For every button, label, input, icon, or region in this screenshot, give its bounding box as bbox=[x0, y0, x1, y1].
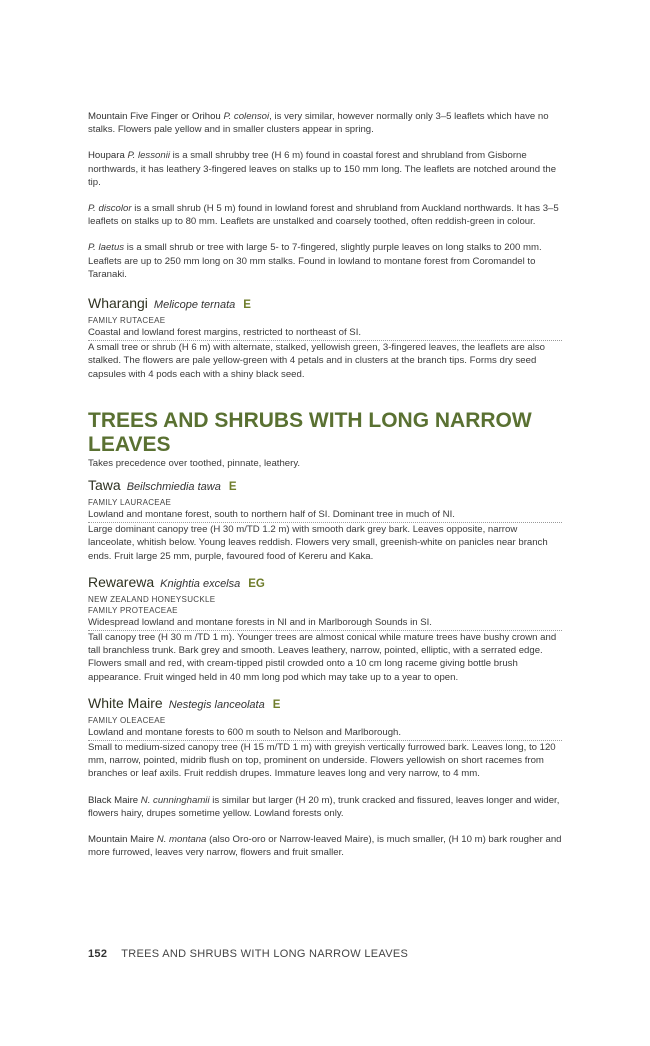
species-family: FAMILY OLEACEAE bbox=[88, 715, 166, 725]
paragraph-mountain-maire: Mountain Maire N. montana (also Oro-oro or Narrow-leaved Maire), is much smaller, (H 10 m) bark rougher and more furrowed, leaves very narrow, flowers and fruit smaller. bbox=[88, 834, 562, 859]
species-description: Tall canopy tree (H 30 m /TD 1 m). Younger trees are almost conical while mature trees have bushy crown and tall branchless trunk. Bark grey and smooth. Leaves leathery, narrow, pointed, elliptic, with a serrated edge. Flowers small and red, with cream-tipped pistil crowded onto a 10 cm long raceme giving bottle brush appearance. Fruit winged held in 40 mm long pod which may take up to a year to open. bbox=[88, 632, 557, 683]
species-rewarewa bbox=[88, 573, 562, 684]
species-wharangi bbox=[88, 294, 562, 381]
species-common-name: NEW ZEALAND HONEYSUCKLE bbox=[88, 594, 216, 604]
paragraph-black-maire: Black Maire N. cunninghamii is similar but larger (H 20 m), trunk cracked and fissured, leaves longer and wider, flowers hairy, drupes sometime yellow. Lowland forests only. bbox=[88, 794, 560, 819]
species-distribution: Widespread lowland and montane forests in NI and in Marlborough Sounds in SI. bbox=[88, 616, 562, 631]
species-family: FAMILY RUTACEAE bbox=[88, 316, 166, 326]
paragraph-p-laetus: P. laetus is a small shrub or tree with large 5- to 7-fingered, slightly purple leaves on long stalks to 200 mm. Leaflets are up to 250 mm long on 30 mm stalks. Found in lowland to montane forest from Coromandel to Taranaki. bbox=[88, 242, 542, 280]
running-footer-title: TREES AND SHRUBS WITH LONG NARROW LEAVES bbox=[121, 948, 409, 960]
species-description: Large dominant canopy tree (H 30 m/TD 1.2 m) with smooth dark grey bark. Leaves opposite, narrow lanceolate, whitish below. Young leaves reddish. Flowers very small, greenish-white on panicles near branch ends. Fruit large 25 mm, purple, favoured food of Kereru and Kaka. bbox=[88, 524, 548, 562]
paragraph-houpara: Houpara P. lessonii is a small shrubby tree (H 6 m) found in coastal forest and shrubland from Gisborne northwards, it has leathery 3-fingered leaves on stalks up to 150 mm long. The leaflets are notched around the tip. bbox=[88, 150, 557, 188]
species-description: Small to medium-sized canopy tree (H 15 m/TD 1 m) with greyish vertically furrowed bark. Leaves long, to 120 mm, narrow, pointed, midrib flush on top, prominent on underside. Flowers yellowish on short racemes from branches or leaf axils. Fruit reddish drupes. Immature leaves long and very narrow, to 4 mm. bbox=[88, 742, 556, 780]
species-heading: White Maire Nestegis lanceolata E bbox=[88, 694, 281, 711]
species-heading: Tawa Beilschmiedia tawa E bbox=[88, 477, 237, 494]
species-family: FAMILY PROTEACEAE bbox=[88, 605, 178, 615]
species-distribution: Coastal and lowland forest margins, restricted to northeast of SI. bbox=[88, 326, 562, 341]
species-heading: Rewarewa Knightia excelsa EG bbox=[88, 573, 265, 590]
paragraph-p-discolor: P. discolor is a small shrub (H 5 m) found in lowland forest and shrubland from Auckland northwards. It has 3–5 leaflets on stalks up to 80 mm. Leaflets are unstalked and coarsely toothed, often reddish-green in colour. bbox=[88, 203, 559, 228]
species-description: A small tree or shrub (H 6 m) with alternate, stalked, yellowish green, 3-fingered leaves, the leaflets are also stalked. The flowers are pale yellow-green with 4 petals and in clusters at the branch tips. Forms dry seed capsules with 4 pods each with a shiny black seed. bbox=[88, 342, 545, 380]
section-subtitle: Takes precedence over toothed, pinnate, leathery. bbox=[88, 457, 301, 469]
page-body bbox=[88, 110, 562, 873]
paragraph-mountain-five-finger: Mountain Five Finger or Orihou P. colensoi, is very similar, however normally only 3–5 leaflets which have no stalks. Flowers pale yellow and in smaller clusters appear in spring. bbox=[88, 111, 549, 136]
page-footer bbox=[88, 948, 408, 960]
species-white-maire bbox=[88, 694, 562, 781]
species-distribution: Lowland and montane forest, south to northern half of SI. Dominant tree in much of NI. bbox=[88, 508, 562, 523]
species-tawa bbox=[88, 476, 562, 563]
section-title: TREES AND SHRUBS WITH LONG NARROW LEAVES bbox=[88, 408, 532, 456]
species-family: FAMILY LAURACEAE bbox=[88, 498, 172, 508]
species-heading: Wharangi Melicope ternata E bbox=[88, 295, 251, 312]
page-number: 152 bbox=[88, 948, 108, 960]
species-distribution: Lowland and montane forests to 600 m south to Nelson and Marlborough. bbox=[88, 726, 562, 741]
